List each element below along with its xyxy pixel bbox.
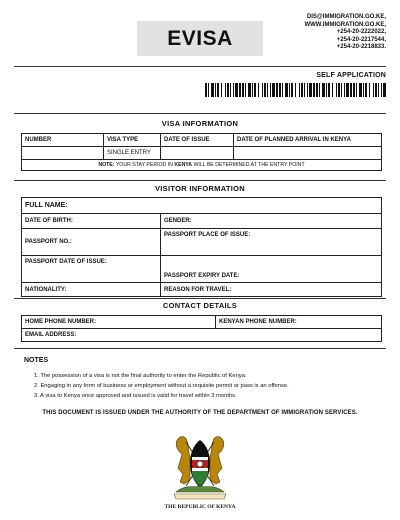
contact-phone-3: +254-20-2218833. xyxy=(336,44,386,51)
visitor-information-table xyxy=(21,197,382,297)
contact-email: DIS@IMMIGRATION.GO.KE, xyxy=(306,14,386,20)
contact-website: WWW.IMMIGRATION.GO.KE, xyxy=(304,21,386,28)
authority-statement: THIS DOCUMENT IS ISSUED UNDER THE AUTHORITY OF THE DEPARTMENT OF IMMIGRATION SERVICES. xyxy=(42,410,358,416)
visa-information-table xyxy=(21,133,382,171)
barcode-icon xyxy=(205,83,386,97)
note-item: 1. The possession of a visa is not the final authority to enter the Republic of Kenya. xyxy=(34,373,247,379)
email-address-field[interactable]: EMAIL ADDRESS: xyxy=(22,329,382,342)
header-divider xyxy=(14,66,386,67)
contact-details-title: CONTACT DETAILS xyxy=(162,301,238,310)
document-title: EVISA xyxy=(167,26,233,50)
value-planned-arrival[interactable] xyxy=(234,147,382,160)
reason-for-travel-field[interactable]: REASON FOR TRAVEL: xyxy=(161,283,382,297)
home-phone-field[interactable]: HOME PHONE NUMBER: xyxy=(22,316,216,329)
note-label: NOTE: xyxy=(98,162,115,168)
full-name-field[interactable]: FULL NAME: xyxy=(22,198,382,214)
note-item: 2. Engaging in any form of business or employment without a requisite permit or pass is an offense. xyxy=(34,383,289,389)
passport-place-of-issue-field[interactable]: PASSPORT PLACE OF ISSUE: xyxy=(161,229,382,256)
visa-section-divider xyxy=(14,113,386,114)
stay-period-note xyxy=(22,160,382,171)
header-visa-type: VISA TYPE xyxy=(104,134,161,147)
notes-title: NOTES xyxy=(24,357,49,364)
contact-section-divider xyxy=(14,298,386,299)
note-item: 3. A visa to Kenya once approved and issued is valid for travel within 3 months. xyxy=(34,393,237,399)
nationality-field[interactable]: NATIONALITY: xyxy=(22,283,161,297)
contact-details-table xyxy=(21,315,382,342)
contact-block xyxy=(266,14,386,52)
header-planned-arrival: DATE OF PLANNED ARRIVAL IN KENYA xyxy=(234,134,382,147)
passport-expiry-date-field[interactable]: PASSPORT EXPIRY DATE: xyxy=(161,256,382,283)
passport-no-field[interactable]: PASSPORT NO.: xyxy=(22,229,161,256)
title-box xyxy=(137,21,263,56)
header-date-of-issue: DATE OF ISSUE xyxy=(161,134,234,147)
visa-information-title: VISA INFORMATION xyxy=(161,119,239,128)
note-text-pre: YOUR STAY PERIOD IN xyxy=(115,162,175,168)
date-of-birth-field[interactable]: DATE OF BIRTH: xyxy=(22,214,161,229)
passport-date-of-issue-field[interactable]: PASSPORT DATE OF ISSUE: xyxy=(22,256,161,283)
contact-phone-1: +254-20-2222022, xyxy=(336,29,386,36)
contact-phone-2: +254-20-2217544, xyxy=(336,36,386,43)
notes-list xyxy=(34,371,394,401)
kenyan-phone-field[interactable]: KENYAN PHONE NUMBER: xyxy=(216,316,382,329)
visitor-section-divider xyxy=(14,180,386,181)
notes-divider xyxy=(14,348,386,349)
header-number: NUMBER xyxy=(22,134,104,147)
gender-field[interactable]: GENDER: xyxy=(161,214,382,229)
coat-of-arms-label: THE REPUBLIC OF KENYA xyxy=(164,504,236,510)
visitor-information-title: VISITOR INFORMATION xyxy=(154,184,245,193)
note-country: KENYA xyxy=(174,162,193,168)
value-number[interactable] xyxy=(22,147,104,160)
value-date-of-issue[interactable] xyxy=(161,147,234,160)
note-text-post: WILL BE DETERMINED AT THE ENTRY POINT xyxy=(192,162,305,168)
value-visa-type: SINGLE ENTRY xyxy=(104,147,161,160)
coat-of-arms-icon xyxy=(168,428,232,504)
self-application-label: SELF APPLICATION xyxy=(316,72,386,79)
